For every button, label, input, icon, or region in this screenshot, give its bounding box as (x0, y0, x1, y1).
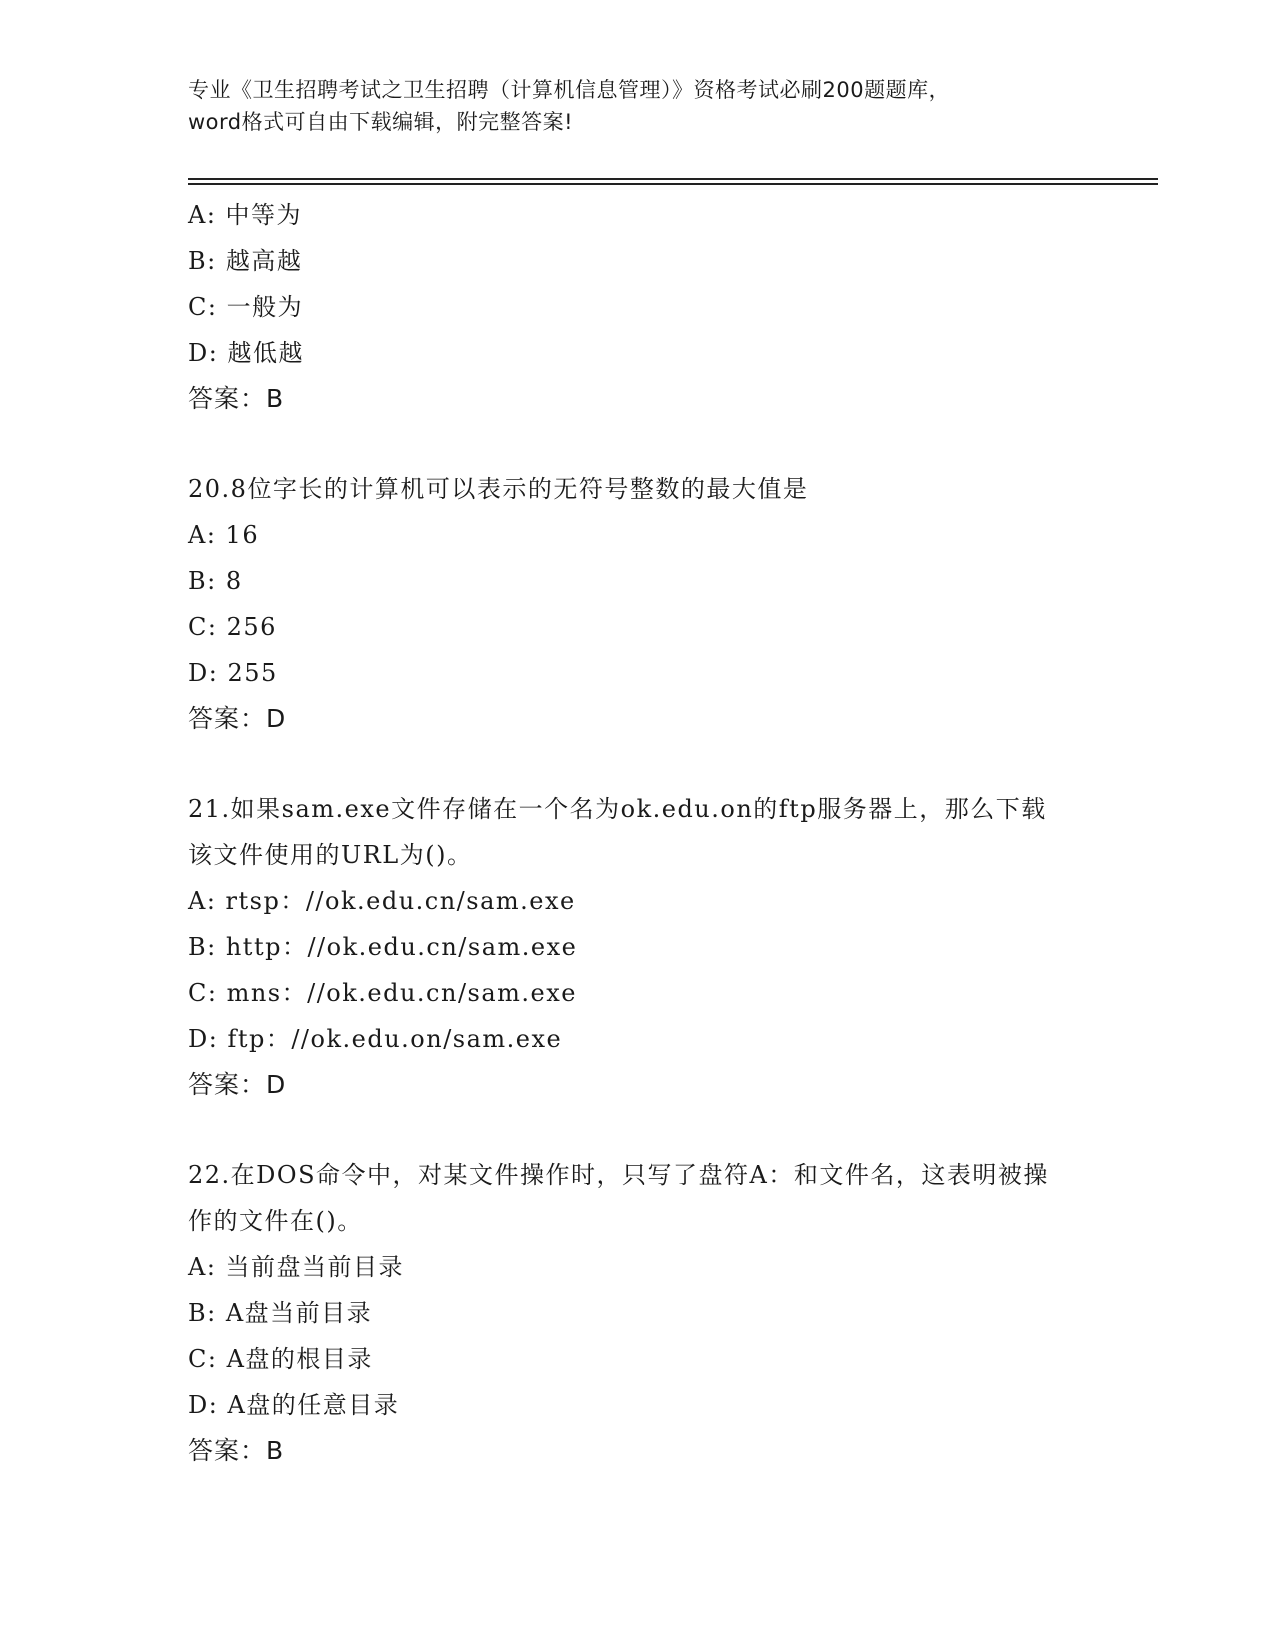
question-stem: 22.在DOS命令中，对某文件操作时，只写了盘符A：和文件名，这表明被操作的文件在()。 (188, 1161, 1049, 1235)
option-a: A: 中等为 (188, 201, 303, 229)
option-c: C: mns：//ok.edu.cn/sam.exe (188, 979, 577, 1007)
option-a: A: rtsp：//ok.edu.cn/sam.exe (188, 887, 576, 915)
answer: 答案：D (188, 704, 287, 733)
document-header (188, 74, 1088, 138)
option-d: D: 越低越 (188, 339, 304, 367)
question-22 (188, 1152, 1088, 1474)
option-c: C: A盘的根目录 (188, 1345, 373, 1373)
question-list (188, 192, 1088, 1474)
header-rule-top (188, 178, 1158, 180)
option-c: C: 一般为 (188, 293, 304, 321)
question-20 (188, 466, 1088, 742)
question-19 (188, 192, 1088, 422)
spacer (188, 742, 1088, 786)
option-b: B: 越高越 (188, 247, 303, 275)
option-d: D: A盘的任意目录 (188, 1391, 400, 1419)
option-d: D: ftp：//ok.edu.on/sam.exe (188, 1025, 563, 1053)
option-c: C: 256 (188, 613, 277, 641)
option-a: A: 当前盘当前目录 (188, 1253, 405, 1281)
option-d: D: 255 (188, 659, 278, 687)
option-b: B: http：//ok.edu.cn/sam.exe (188, 933, 578, 961)
answer: 答案：B (188, 384, 285, 413)
answer: 答案：B (188, 1436, 285, 1465)
option-a: A: 16 (188, 521, 260, 549)
spacer (188, 1108, 1088, 1152)
header-rule-bottom (188, 183, 1158, 185)
question-stem: 20.8位字长的计算机可以表示的无符号整数的最大值是 (188, 475, 809, 503)
question-21 (188, 786, 1088, 1108)
answer: 答案：D (188, 1070, 287, 1099)
option-b: B: A盘当前目录 (188, 1299, 373, 1327)
header-line-2: word格式可自由下载编辑，附完整答案! (188, 110, 574, 134)
question-stem: 21.如果sam.exe文件存储在一个名为ok.edu.on的ftp服务器上，那么下载该文件使用的URL为()。 (188, 795, 1047, 869)
header-line-1: 专业《卫生招聘考试之卫生招聘（计算机信息管理）》资格考试必刷200题题库， (188, 78, 951, 102)
spacer (188, 422, 1088, 466)
option-b: B: 8 (188, 567, 243, 595)
